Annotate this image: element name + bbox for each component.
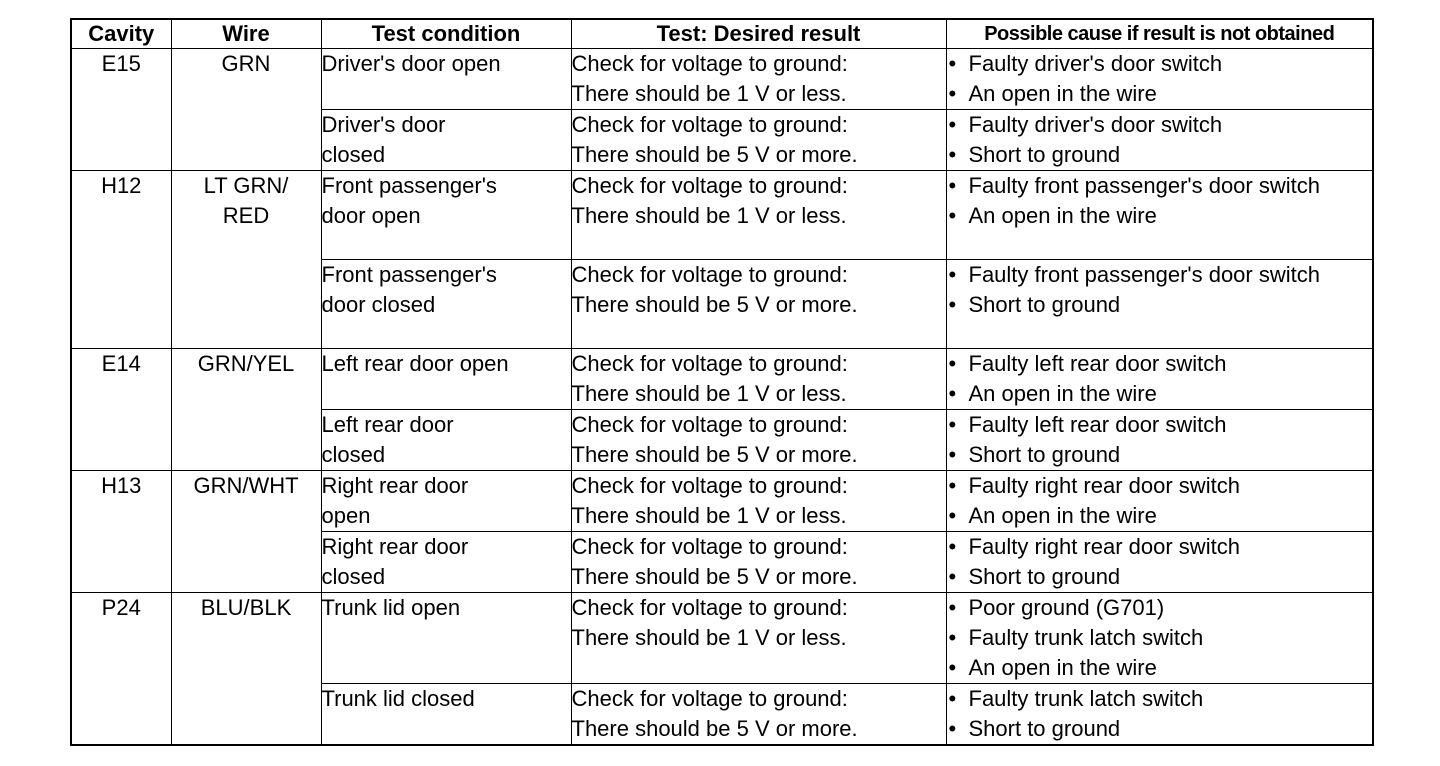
cavity-cell: P24 — [71, 593, 171, 746]
desired-result-cell — [571, 349, 946, 410]
cause-text: An open in the wire — [968, 81, 1157, 106]
list-item — [947, 532, 1373, 562]
result-check-text: Check for voltage to ground: — [571, 351, 848, 376]
table-row — [71, 171, 1373, 260]
cause-text: Faulty front passenger's door switch — [968, 173, 1320, 198]
condition-text: Right rear door open — [321, 473, 469, 528]
table-row — [71, 593, 1373, 684]
desired-result-cell — [571, 684, 946, 746]
cause-text: Short to ground — [968, 142, 1121, 167]
list-item — [947, 171, 1329, 201]
cause-list — [947, 349, 1373, 409]
cause-text: An open in the wire — [968, 203, 1157, 228]
condition-text: Right rear door closed — [321, 534, 469, 589]
door-switch-test-table-container — [70, 18, 1372, 746]
test-condition-cell — [321, 593, 571, 684]
list-item — [947, 410, 1373, 440]
bullet-icon: • — [948, 442, 957, 467]
cause-text: Short to ground — [968, 292, 1121, 317]
cause-list — [947, 110, 1373, 170]
result-check-text: Check for voltage to ground: — [571, 595, 848, 620]
condition-text: Trunk lid open — [321, 595, 461, 620]
wire-cell: BLU/BLK — [171, 593, 321, 746]
bullet-icon: • — [948, 412, 957, 437]
table-row — [71, 49, 1373, 110]
desired-result-cell — [571, 471, 946, 532]
list-item — [947, 79, 1373, 109]
cause-text: An open in the wire — [968, 655, 1157, 680]
cause-text: Faulty driver's door switch — [968, 112, 1223, 137]
test-condition-cell — [321, 110, 571, 171]
cause-text: Faulty right rear door switch — [968, 534, 1240, 559]
wire-cell: GRN — [171, 49, 321, 171]
possible-cause-cell — [946, 532, 1373, 593]
cause-list — [947, 684, 1373, 744]
header-cavity: Cavity — [71, 19, 171, 49]
test-condition-cell — [321, 471, 571, 532]
result-threshold-text: There should be 1 V or less. — [571, 503, 847, 528]
bullet-icon: • — [948, 81, 957, 106]
desired-result-cell — [571, 49, 946, 110]
possible-cause-cell — [946, 171, 1373, 260]
cause-text: Faulty front passenger's door switch — [968, 262, 1320, 287]
list-item — [947, 290, 1373, 320]
condition-text: Left rear door open — [321, 351, 509, 376]
bullet-icon: • — [948, 473, 957, 498]
bullet-icon: • — [948, 292, 957, 317]
possible-cause-cell — [946, 593, 1373, 684]
cause-text: Faulty driver's door switch — [968, 51, 1223, 76]
bullet-icon: • — [948, 686, 957, 711]
wire-text: LT GRN/ RED — [203, 173, 289, 228]
condition-text: Front passenger's door closed — [321, 262, 497, 317]
result-check-text: Check for voltage to ground: — [571, 173, 848, 198]
test-condition-cell — [321, 410, 571, 471]
cause-list — [947, 171, 1373, 231]
bullet-icon: • — [948, 173, 957, 198]
result-check-text: Check for voltage to ground: — [571, 473, 848, 498]
result-check-text: Check for voltage to ground: — [571, 412, 848, 437]
result-threshold-text: There should be 1 V or less. — [571, 81, 847, 106]
result-threshold-text: There should be 1 V or less. — [571, 203, 847, 228]
test-condition-cell — [321, 260, 571, 349]
list-item — [947, 49, 1373, 79]
possible-cause-cell — [946, 49, 1373, 110]
header-test-condition: Test condition — [321, 19, 571, 49]
possible-cause-cell — [946, 410, 1373, 471]
bullet-icon: • — [948, 655, 957, 680]
bullet-icon: • — [948, 534, 957, 559]
cavity-cell: E15 — [71, 49, 171, 171]
condition-text: Driver's door closed — [321, 112, 446, 167]
desired-result-cell — [571, 532, 946, 593]
result-threshold-text: There should be 1 V or less. — [571, 625, 847, 650]
header-wire: Wire — [171, 19, 321, 49]
bullet-icon: • — [948, 716, 957, 741]
header-desired-result: Test: Desired result — [571, 19, 946, 49]
list-item — [947, 110, 1373, 140]
result-check-text: Check for voltage to ground: — [571, 262, 848, 287]
header-possible-cause: Possible cause if result is not obtained — [946, 19, 1373, 49]
list-item — [947, 379, 1373, 409]
result-threshold-text: There should be 1 V or less. — [571, 381, 847, 406]
possible-cause-cell — [946, 471, 1373, 532]
test-condition-cell — [321, 349, 571, 410]
list-item — [947, 260, 1329, 290]
cavity-cell: H13 — [71, 471, 171, 593]
wire-cell — [171, 171, 321, 349]
bullet-icon: • — [948, 262, 957, 287]
bullet-icon: • — [948, 203, 957, 228]
desired-result-cell — [571, 110, 946, 171]
condition-text: Left rear door closed — [321, 412, 454, 467]
possible-cause-cell — [946, 260, 1373, 349]
bullet-icon: • — [948, 51, 957, 76]
cause-list — [947, 593, 1373, 683]
possible-cause-cell — [946, 684, 1373, 746]
list-item — [947, 623, 1373, 653]
list-item — [947, 593, 1373, 623]
wire-cell: GRN/YEL — [171, 349, 321, 471]
wire-cell: GRN/WHT — [171, 471, 321, 593]
condition-text: Trunk lid closed — [321, 686, 475, 711]
desired-result-cell — [571, 171, 946, 260]
bullet-icon: • — [948, 503, 957, 528]
desired-result-cell — [571, 593, 946, 684]
table-row — [71, 471, 1373, 532]
cause-text: Faulty left rear door switch — [968, 351, 1227, 376]
header-row — [71, 19, 1373, 49]
cause-text: Short to ground — [968, 442, 1121, 467]
test-condition-cell — [321, 171, 571, 260]
cause-text: Short to ground — [968, 716, 1121, 741]
possible-cause-cell — [946, 110, 1373, 171]
table-row — [71, 349, 1373, 410]
cause-list — [947, 410, 1373, 470]
list-item — [947, 684, 1373, 714]
list-item — [947, 440, 1373, 470]
desired-result-cell — [571, 260, 946, 349]
cause-text: Faulty right rear door switch — [968, 473, 1240, 498]
bullet-icon: • — [948, 595, 957, 620]
list-item — [947, 562, 1373, 592]
result-check-text: Check for voltage to ground: — [571, 51, 848, 76]
desired-result-cell — [571, 410, 946, 471]
cause-text: Poor ground (G701) — [968, 595, 1165, 620]
result-threshold-text: There should be 5 V or more. — [571, 292, 858, 317]
bullet-icon: • — [948, 564, 957, 589]
bullet-icon: • — [948, 381, 957, 406]
result-threshold-text: There should be 5 V or more. — [571, 142, 858, 167]
bullet-icon: • — [948, 142, 957, 167]
list-item — [947, 201, 1373, 231]
result-threshold-text: There should be 5 V or more. — [571, 716, 858, 741]
list-item — [947, 140, 1373, 170]
cause-text: An open in the wire — [968, 381, 1157, 406]
result-threshold-text: There should be 5 V or more. — [571, 564, 858, 589]
result-check-text: Check for voltage to ground: — [571, 112, 848, 137]
bullet-icon: • — [948, 351, 957, 376]
test-condition-cell — [321, 49, 571, 110]
cause-list — [947, 532, 1373, 592]
cause-list — [947, 49, 1373, 109]
cause-text: Faulty trunk latch switch — [968, 686, 1204, 711]
condition-text: Driver's door open — [321, 51, 501, 76]
result-check-text: Check for voltage to ground: — [571, 534, 848, 559]
cause-list — [947, 471, 1373, 531]
bullet-icon: • — [948, 112, 957, 137]
cause-text: Faulty left rear door switch — [968, 412, 1227, 437]
cause-text: Faulty trunk latch switch — [968, 625, 1204, 650]
list-item — [947, 653, 1373, 683]
test-condition-cell — [321, 684, 571, 746]
possible-cause-cell — [946, 349, 1373, 410]
door-switch-test-table — [70, 18, 1374, 746]
cause-text: An open in the wire — [968, 503, 1157, 528]
test-condition-cell — [321, 532, 571, 593]
condition-text: Front passenger's door open — [321, 173, 497, 228]
cavity-cell: H12 — [71, 171, 171, 349]
cavity-cell: E14 — [71, 349, 171, 471]
list-item — [947, 501, 1373, 531]
list-item — [947, 349, 1373, 379]
list-item — [947, 471, 1373, 501]
cause-text: Short to ground — [968, 564, 1121, 589]
list-item — [947, 714, 1373, 744]
bullet-icon: • — [948, 625, 957, 650]
cause-list — [947, 260, 1373, 320]
result-threshold-text: There should be 5 V or more. — [571, 442, 858, 467]
result-check-text: Check for voltage to ground: — [571, 686, 848, 711]
